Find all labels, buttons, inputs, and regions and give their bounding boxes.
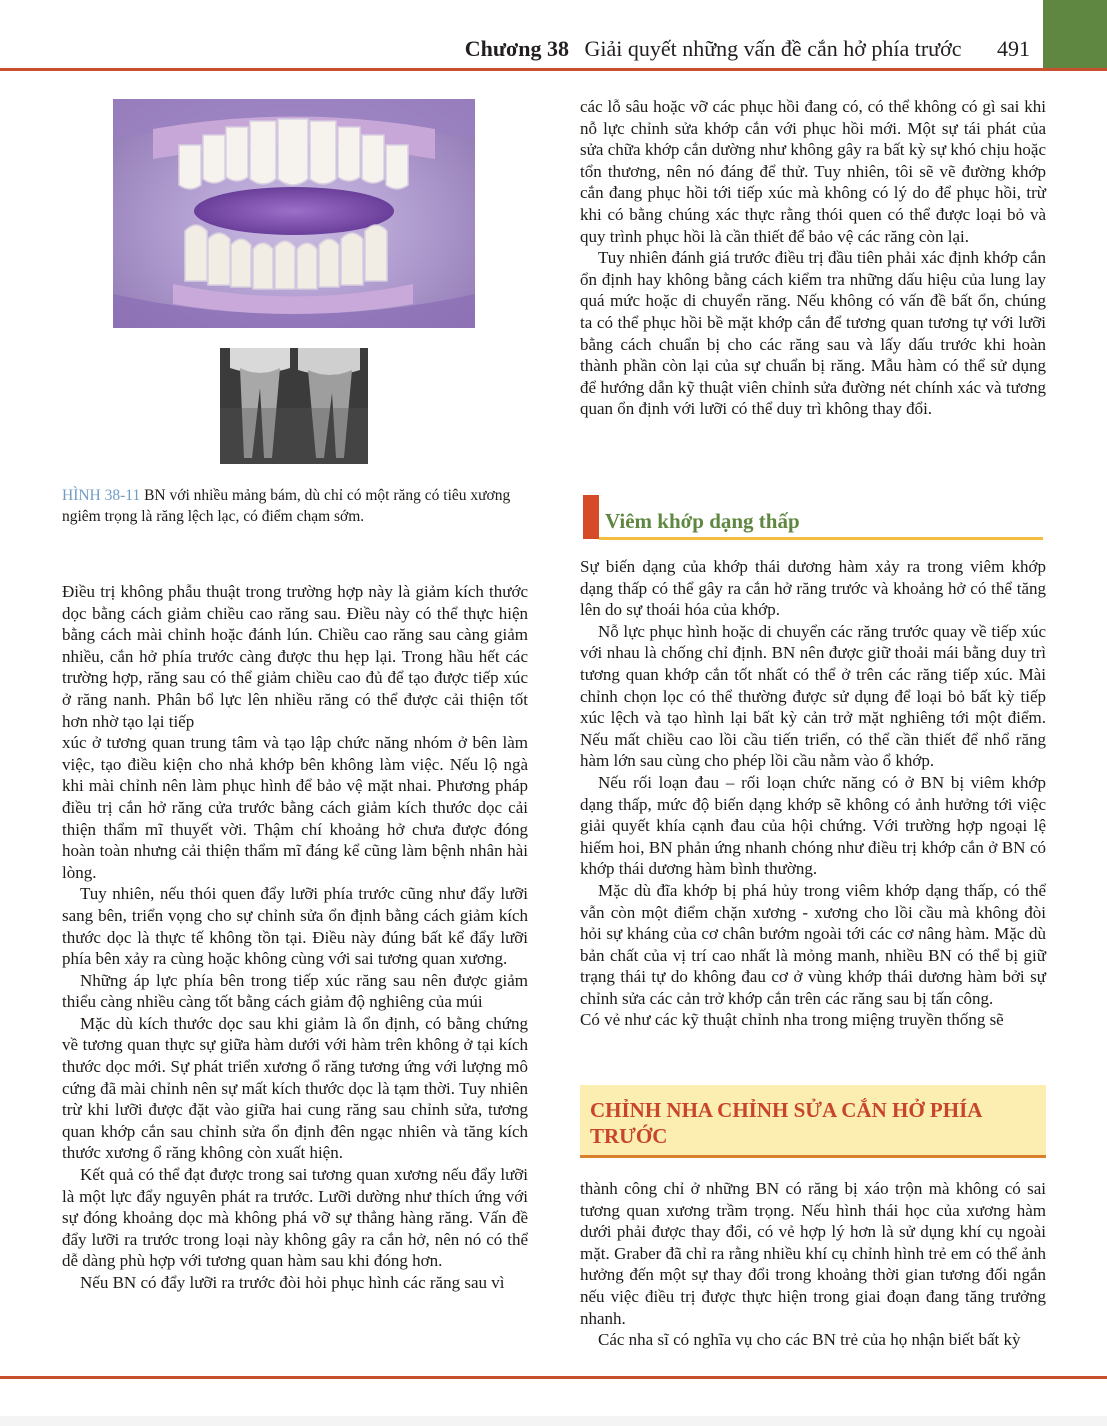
intraoral-photo [113, 99, 475, 328]
paragraph: Tuy nhiên, nếu thói quen đẩy lưỡi phía trước cũng như đẩy lưỡi sang bên, triển vọng cho sự chỉnh sửa ổn định bằng cách giảm kích thước dọc là thực tế không tồn tại. Điều này đúng bất kể đẩy lưỡi phía bên xảy ra cùng hoặc không cùng với sai tương quan xương. [62, 884, 528, 969]
paragraph: Sự biến dạng của khớp thái dương hàm xảy ra trong viêm khớp dạng thấp có thể gây ra cắn hở răng trước và khoảng hở có thể tăng lên do sự thoái hóa của khớp. [580, 557, 1046, 620]
figure-label: HÌNH 38-11 [62, 487, 141, 504]
chapter-label: Chương 38 [464, 36, 569, 61]
paragraph: Tuy nhiên đánh giá trước điều trị đầu tiên phải xác định khớp cắn ổn định hay không bằng cách kiểm tra những dấu hiệu của lung lay quá mức hoặc di chuyển răng. Nếu không có vấn đề bất ổn, chúng ta có thể phục hồi bề mặt khớp cắn để tương quan tương tự với lưỡi bằng cách chuẩn bị cho các răng sau và lấy dấu trước khi hoàn thành phần còn lại của sự chuẩn bị răng. Mẫu hàm có thể sử dụng để hướng dẫn kỹ thuật viên chỉnh sửa đường nét chính xác và tương quan ổn định với lưỡi có thể duy trì không thay đổi. [580, 248, 1046, 419]
paragraph: Có vẻ như các kỹ thuật chỉnh nha trong miệng truyền thống sẽ [580, 1010, 1004, 1030]
footer-band [0, 1416, 1107, 1426]
heading-underline [599, 537, 1043, 540]
chapter-title: Giải quyết những vấn đề cắn hở phía trước [584, 36, 962, 61]
paragraph: xúc ở tương quan trung tâm và tạo lập chức năng nhóm ở bên làm việc, tạo điều kiện cho nhả khớp bên không làm việc. Nếu lộ ngà khi mài chỉnh nên làm phục hình để bảo vệ mặt nhai. Phương pháp điều trị cắn hở răng cửa trước bằng cách giảm kích thước dọc cải thiện thẩm mĩ thuyết vời. Thậm chí khoảng hở chưa được đóng hoàn toàn nhưng cải thiện thẩm mĩ đáng kể cũng làm bệnh nhân hài lòng. [62, 733, 528, 882]
paragraph: Mặc dù đĩa khớp bị phá hủy trong viêm khớp dạng thấp, có thể vẫn còn một điểm chặn xương - xương cho lồi cầu mà không đòi hỏi sự kháng của cơ chân bướm ngoài tới các cơ nâng hàm. Mặc dù bản chất của vị trí cao nhất là mỏng manh, nhiều BN có thể bị giữ trạng thái tự do không đau cơ ở vùng khớp thái dương hàm bởi sự chỉnh sửa các cản trở khớp cắn trên các răng sau bị tấn công. [580, 880, 1046, 1008]
section-heading-rheumatoid [583, 495, 1043, 541]
dental-radiograph [220, 348, 368, 464]
section-heading-orthodontics [580, 1085, 1046, 1158]
heading-accent-bar [583, 495, 599, 539]
paragraph: Mặc dù kích thước dọc sau khi giảm là ổn định, có bằng chứng về tương quan thực sự giữa hàm dưới với hàm trên không ở tại kích thước dọc mới. Sự phát triển xương ổ răng tương ứng với lượng mô cứng đã mài chỉnh nên sự mất kích thước dọc là tạm thời. Tuy nhiên trừ khi lưỡi được đặt vào giữa hai cung răng sau chỉnh sửa, tương quan khớp cắn sau chỉnh sửa ổn định đên ngạc nhiên và tăng kích thước xương ổ răng không còn xuất hiện. [62, 1013, 528, 1163]
paragraph: thành công chỉ ở những BN có răng bị xáo trộn mà không có sai tương quan xương trầm trọng. Nếu hình thái học của xương hàm dưới phải được thay đổi, có vẻ hợp lý hơn là sử dụng khí cụ ngoài mặt. Graber đã chỉ ra rằng nhiều khí cụ chỉnh hình trẻ em có thể ảnh hưởng đến một sự thay đổi trong khoảng thời gian tương đối ngắn nếu việc điều trị được thực hiện trong giai đoạn đang tăng trưởng nhanh. [580, 1179, 1046, 1328]
figure-caption-text: BN với nhiều mảng bám, dù chỉ có một răng có tiêu xương ngiêm trọng là răng lệch lạc, có điểm chạm sớm. [62, 487, 511, 525]
paragraph: Nỗ lực phục hình hoặc di chuyển các răng trước quay về tiếp xúc với nhau là chống chỉ định. BN nên được giữ thoải mái bằng duy trì tương quan khớp cắn tốt nhất có thể ở trên các răng tiếp xúc. Mài chỉnh chọn lọc có thể thường được sử dụng để loại bỏ bất kỳ tiếp xúc lệch và tạo hình lại bất kỳ cản trở mặt nghiêng tới một điểm. Nếu mất chiều cao lồi cầu tiến triển, có thể cần thiết để nhổ răng hàm lớn sau cùng cho phép lồi cầu nằm vào ổ khớp. [580, 621, 1046, 771]
paragraph: Kết quả có thể đạt được trong sai tương quan xương nếu đẩy lưỡi là một lực đẩy nguyên phát ra trước. Lưỡi dường như thích ứng với sự đóng khoảng dọc mà không phá vỡ sự thẳng hàng răng. Vấn đề đẩy lưỡi ra trước trong loại này không gây ra cắn hở, nên nó có thể dễ dàng phù hợp với tương quan hàm sau khi đóng hơn. [62, 1165, 528, 1271]
paragraph: Nếu rối loạn đau – rối loạn chức năng có ở BN bị viêm khớp dạng thấp, mức độ biến dạng khớp sẽ không có ảnh hưởng tới việc giải quyết khía cạnh đau của hội chứng. Với trường hợp ngoại lệ hiếm hoi, BN phản ứng nhanh chóng như điều trị khớp cắn ở BN có khớp thái dương hàm bình thường. [580, 772, 1046, 879]
paragraph: Các nha sĩ có nghĩa vụ cho các BN trẻ của họ nhận biết bất kỳ [598, 1330, 1021, 1350]
paragraph: Điều trị không phẫu thuật trong trường hợp này là giảm kích thước dọc bằng cách giảm chiều cao răng sau. Điều này có thể thực hiện bằng cách mài chỉnh hoặc đánh lún. Chiều cao răng sau càng giảm nhiều, cắn hở phía trước càng được thu hẹp lại. Trong hầu hết các trường hợp, răng sau có thể giảm chiều cao đủ để tạo được tiếp xúc ở răng nanh. Phân bổ lực lên nhiều răng có thể được cải thiện tốt hơn nhờ tạo lại tiếp [62, 582, 528, 731]
open-bite-teeth-illustration [113, 99, 475, 328]
right-column-top [580, 96, 1046, 420]
paragraph: Nếu BN có đẩy lưỡi ra trước đòi hỏi phục hình các răng sau vì [80, 1273, 505, 1292]
header-rule [0, 68, 1107, 71]
section-title: CHỈNH NHA CHỈNH SỬA CẮN HỞ PHÍA TRƯỚC [590, 1098, 982, 1148]
running-header [465, 36, 1030, 62]
footer-rule [0, 1376, 1107, 1379]
chapter-color-tab [1043, 0, 1107, 68]
radiograph-illustration [220, 348, 368, 464]
left-column [62, 581, 528, 1294]
figure-caption [62, 485, 532, 527]
paragraph: các lỗ sâu hoặc vỡ các phục hồi đang có, có thể không có gì sai khi nỗ lực chỉnh sửa khớp cắn với phục hồi mới. Một sự tái phát của sửa chữa khớp cắn dường như không gây ra bất kỳ sự khó chịu hoặc tổn thương, nên nó đáng để thử. Tuy nhiên, tôi sẽ vẽ đường khớp cắn đang phục hồi tới tiếp xúc mà không có lý do để phục hồi, trừ khi có bằng chúng xác thực rằng thói quen có thể được loại bỏ và quy trình phục hồi là cần thiết để bảo vệ các răng còn lại. [580, 97, 1046, 246]
section-title: Viêm khớp dạng thấp [605, 509, 800, 533]
right-column-section2 [580, 1178, 1046, 1351]
page-number: 491 [997, 36, 1030, 61]
right-column-section1 [580, 556, 1046, 1031]
paragraph: Những áp lực phía bên trong tiếp xúc răng sau nên được giảm thiểu càng nhiều càng tốt bằng cách giảm độ nghiêng của múi [62, 970, 528, 1012]
